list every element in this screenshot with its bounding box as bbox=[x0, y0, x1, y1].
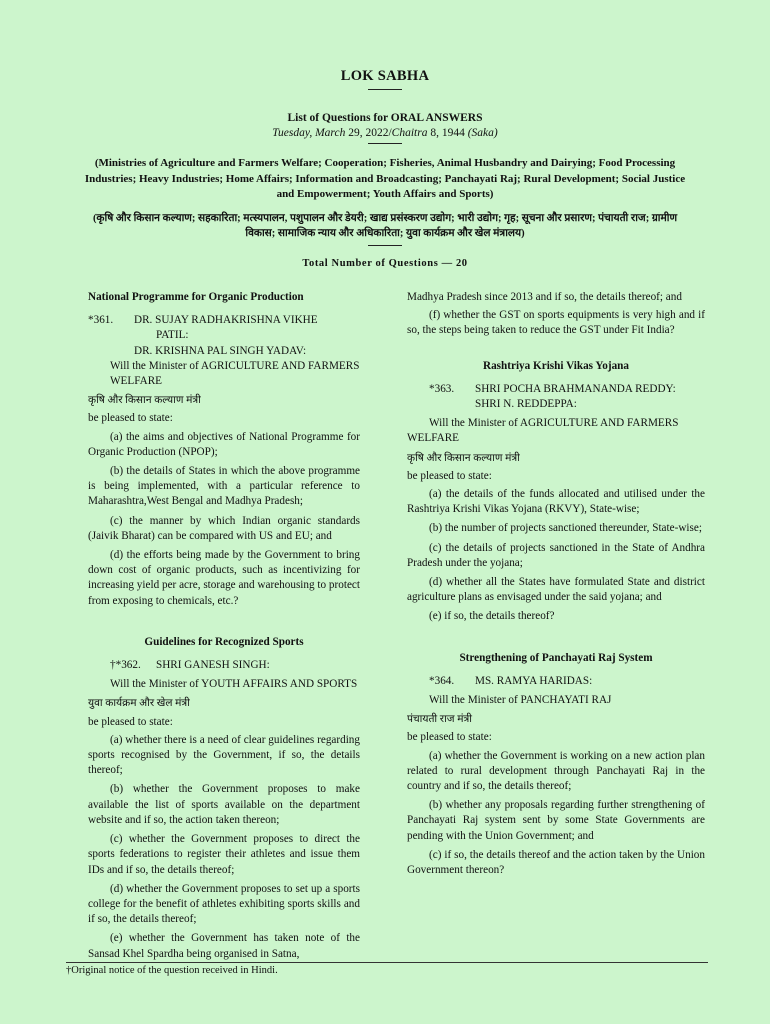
question-part: (c) the manner by which Indian organic standards (Jaivik Bharat) can be compared with US and EU; and bbox=[88, 514, 360, 542]
ministries-list: (Ministries of Agriculture and Farmers Welfare; Cooperation; Fisheries, Animal Husbandry and Dairying; Food Processing Industries; Heavy Industries; Home Affairs; Information and Broadcasting; Panchayati Raj; Rural Development; Social Justice and Empowerment; Youth Affairs and Sports) bbox=[84, 157, 686, 200]
pleased-to-state: be pleased to state: bbox=[407, 731, 492, 744]
question-part: (a) whether there is a need of clear guidelines regarding sports recognised by the Government, if so, the details thereof; bbox=[88, 733, 360, 777]
member-name-cont: PATIL: bbox=[156, 329, 189, 342]
minister-line: Will the Minister of AGRICULTURE AND FARMERS WELFARE bbox=[407, 417, 679, 445]
ministries-rule bbox=[368, 245, 402, 246]
question-number: *364. bbox=[429, 674, 455, 687]
minister-hindi: कृषि और किसान कल्याण मंत्री bbox=[407, 452, 520, 464]
question-part: (f) whether the GST on sports equipments is very high and if so, the steps being taken to reduce the GST under Fit India? bbox=[407, 309, 705, 337]
minister-line: Will the Minister of YOUTH AFFAIRS AND SPORTS bbox=[110, 678, 358, 691]
question-part: (d) whether all the States have formulated State and district agriculture plans as envisaged under the said yojana; and bbox=[407, 576, 705, 604]
question-part: (b) the number of projects sanctioned thereunder, State-wise; bbox=[429, 522, 702, 535]
member-name: SHRI N. REDDEPPA: bbox=[475, 398, 577, 411]
question-part: (a) the aims and objectives of National Programme for Organic Production (NPOP); bbox=[88, 430, 360, 458]
pleased-to-state: be pleased to state: bbox=[88, 715, 173, 728]
question-part: (b) whether any proposals regarding further strengthening of Panchayati Raj system sent by some State Governments are pending with the Union Government; and bbox=[407, 799, 705, 842]
question-members bbox=[88, 658, 360, 673]
member-name: MS. RAMYA HARIDAS: bbox=[475, 674, 593, 687]
question-members bbox=[407, 382, 705, 412]
pleased-to-state: be pleased to state: bbox=[407, 469, 492, 482]
member-name: SHRI GANESH SINGH: bbox=[156, 659, 270, 672]
page-title: LOK SABHA bbox=[340, 68, 430, 84]
question-part: (e) whether the Government has taken note of the Sansad Khel Spardha being organised in Satna, bbox=[88, 932, 360, 960]
ministries-list-hindi: (कृषि और किसान कल्याण; सहकारिता; मत्स्यपालन, पशुपालन और डेयरी; खाद्य प्रसंस्करण उद्योग; भारी उद्योग; गृह; सूचना और प्रसारण; पंचायती राज; ग्रामीण विकास; सामाजिक न्याय और अधिकारिता; युवा कार्यक्रम और खेल मंत्रालय) bbox=[92, 212, 678, 239]
question-part: (c) the details of projects sanctioned in the State of Andhra Pradesh under the yojana; bbox=[407, 541, 705, 569]
page-header bbox=[80, 68, 690, 269]
left-column bbox=[88, 290, 360, 966]
question-heading: National Programme for Organic Production bbox=[88, 291, 304, 303]
question-part: (d) whether the Government proposes to set up a sports college for the benefit of athletes exhibiting sports skills and if so, the details thereof; bbox=[88, 882, 360, 926]
question-part: (c) if so, the details thereof and the action taken by the Union Government thereon? bbox=[407, 848, 705, 877]
question-number: *361. bbox=[88, 314, 114, 327]
title-rule bbox=[368, 89, 402, 90]
member-name: DR. KRISHNA PAL SINGH YADAV: bbox=[134, 344, 307, 357]
question-number: †*362. bbox=[110, 659, 141, 672]
question-part: (b) the details of States in which the above programme is being implemented, with a particular reference to Maharashtra,West Bengal and Madhya Pradesh; bbox=[88, 465, 360, 508]
question-members bbox=[88, 313, 360, 359]
minister-hindi: पंचायती राज मंत्री bbox=[407, 714, 472, 726]
minister-hindi: युवा कार्यक्रम और खेल मंत्री bbox=[88, 698, 190, 710]
minister-line: Will the Minister of PANCHAYATI RAJ bbox=[429, 694, 612, 707]
member-name: DR. SUJAY RADHAKRISHNA VIKHE bbox=[134, 314, 318, 327]
question-part: (a) whether the Government is working on a new action plan related to rural development through Panchayati Raj in the country and if so, the details thereof; bbox=[407, 749, 705, 793]
question-part: (c) whether the Government proposes to direct the sports federations to register their athletes and issue them IDs and if so, the details thereof; bbox=[88, 833, 360, 876]
footnote: †Original notice of the question received in Hindi. bbox=[66, 965, 278, 976]
date-rule bbox=[368, 143, 402, 144]
question-number: *363. bbox=[429, 382, 455, 395]
footnote-rule bbox=[66, 962, 708, 963]
question-part: (e) if so, the details thereof? bbox=[429, 610, 555, 623]
question-part-cont: Madhya Pradesh since 2013 and if so, the details thereof; and bbox=[407, 291, 682, 303]
question-part: (d) the efforts being made by the Government to bring down cost of organic products, such as incentivizing for increasing yield per acre, storage and warehousing to protect from exposing to chemicals, etc.? bbox=[88, 549, 360, 607]
total-questions: Total Number of Questions — 20 bbox=[302, 257, 468, 269]
pleased-to-state: be pleased to state: bbox=[88, 412, 173, 425]
question-heading: Rashtriya Krishi Vikas Yojana bbox=[483, 359, 629, 372]
minister-line: Will the Minister of AGRICULTURE AND FARMERS WELFARE bbox=[110, 359, 360, 388]
question-part: (a) the details of the funds allocated and utilised under the Rashtriya Krishi Vikas Yojana (RKVY), State-wise; bbox=[407, 488, 705, 516]
question-members bbox=[407, 674, 705, 689]
member-name: SHRI POCHA BRAHMANANDA REDDY: bbox=[475, 382, 676, 395]
question-heading: Guidelines for Recognized Sports bbox=[144, 635, 304, 648]
sitting-date: Tuesday, March 29, 2022/Chaitra 8, 1944 (Saka) bbox=[272, 127, 498, 139]
minister-hindi: कृषि और किसान कल्याण मंत्री bbox=[88, 395, 201, 407]
list-subtitle: List of Questions for ORAL ANSWERS bbox=[287, 112, 483, 124]
right-column bbox=[407, 290, 705, 882]
question-part: (b) whether the Government proposes to make available the list of sports available on the department website and if so, the action taken thereon; bbox=[88, 783, 360, 826]
question-heading: Strengthening of Panchayati Raj System bbox=[459, 651, 653, 664]
